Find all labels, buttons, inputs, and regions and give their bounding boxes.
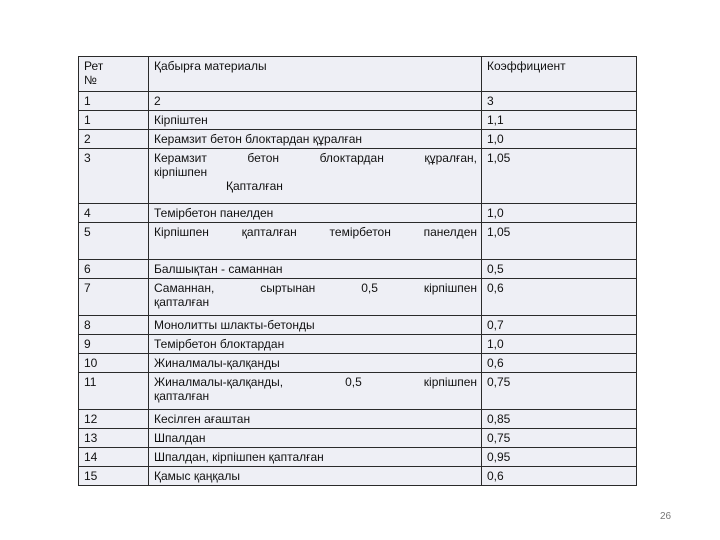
row-number: 1 (79, 92, 149, 111)
table-row (79, 335, 637, 354)
row-material: Қамыс қаңқалы (149, 467, 482, 486)
row-material: 2 (149, 92, 482, 111)
row-material: Жиналмалы-қалқанды (149, 354, 482, 373)
row-number: 13 (79, 429, 149, 448)
header-material-cell: Қабырға материалы (149, 57, 482, 92)
row-material: Балшықтан - саманнан (149, 260, 482, 279)
row-material: Шпалдан (149, 429, 482, 448)
row-material: Кірпішпен қапталған темірбетон панелден (149, 223, 482, 260)
row-coefficient: 0,95 (482, 448, 637, 467)
row-coefficient: 1,0 (482, 130, 637, 149)
table-row (79, 130, 637, 149)
table-row (79, 373, 637, 410)
table-row (79, 448, 637, 467)
row-coefficient: 0,85 (482, 410, 637, 429)
row-material-line1: Керамзит бетон блоктардан құралған, (154, 151, 477, 165)
row-material: Темірбетон блоктардан (149, 335, 482, 354)
row-number: 6 (79, 260, 149, 279)
wall-material-coefficient-table (78, 56, 637, 486)
row-coefficient: 1,1 (482, 111, 637, 130)
row-material-line2: қапталған (154, 295, 210, 309)
row-coefficient: 0,6 (482, 279, 637, 316)
row-number: 3 (79, 149, 149, 204)
row-coefficient: 3 (482, 92, 637, 111)
row-material-line1: Жиналмалы-қалқанды, 0,5 кірпішпен (154, 375, 477, 389)
row-number: 8 (79, 316, 149, 335)
table-header-row (79, 57, 637, 92)
table-row (79, 92, 637, 111)
row-number: 15 (79, 467, 149, 486)
row-number: 7 (79, 279, 149, 316)
header-number-label: Рет (84, 59, 104, 73)
table-row (79, 260, 637, 279)
row-number: 11 (79, 373, 149, 410)
table-row (79, 467, 637, 486)
row-coefficient: 1,0 (482, 204, 637, 223)
row-material (149, 279, 482, 316)
row-number: 2 (79, 130, 149, 149)
header-number-sign: № (84, 73, 97, 87)
row-number: 14 (79, 448, 149, 467)
row-material: Темірбетон панелден (149, 204, 482, 223)
row-number: 9 (79, 335, 149, 354)
row-coefficient: 0,5 (482, 260, 637, 279)
row-number: 10 (79, 354, 149, 373)
row-material-line3: Қапталған (226, 179, 283, 193)
row-coefficient: 0,75 (482, 429, 637, 448)
table-row (79, 279, 637, 316)
row-material: Кірпіштен (149, 111, 482, 130)
table-row (79, 429, 637, 448)
row-coefficient: 0,6 (482, 354, 637, 373)
row-material: Керамзит бетон блоктардан құралған (149, 130, 482, 149)
row-coefficient: 0,7 (482, 316, 637, 335)
table-row (79, 149, 637, 204)
row-number: 4 (79, 204, 149, 223)
row-coefficient: 1,05 (482, 149, 637, 204)
table-row (79, 204, 637, 223)
table-row (79, 410, 637, 429)
table-row (79, 223, 637, 260)
row-material (149, 149, 482, 204)
row-coefficient: 1,0 (482, 335, 637, 354)
header-coefficient-cell: Коэффициент (482, 57, 637, 92)
row-material-line2: кірпішпен (154, 165, 208, 179)
row-coefficient: 1,05 (482, 223, 637, 260)
row-coefficient: 0,75 (482, 373, 637, 410)
table-row (79, 354, 637, 373)
row-material: Монолитты шлакты-бетонды (149, 316, 482, 335)
row-number: 12 (79, 410, 149, 429)
row-material-line2: қапталған (154, 389, 210, 403)
row-material-line1: Саманнан, сыртынан 0,5 кірпішпен (154, 281, 477, 295)
row-material: Шпалдан, кірпішпен қапталған (149, 448, 482, 467)
page-number: 26 (660, 511, 672, 522)
row-number: 1 (79, 111, 149, 130)
table-row (79, 111, 637, 130)
header-number-cell (79, 57, 149, 92)
row-material: Кесілген ағаштан (149, 410, 482, 429)
table-row (79, 316, 637, 335)
row-material (149, 373, 482, 410)
row-coefficient: 0,6 (482, 467, 637, 486)
row-number: 5 (79, 223, 149, 260)
